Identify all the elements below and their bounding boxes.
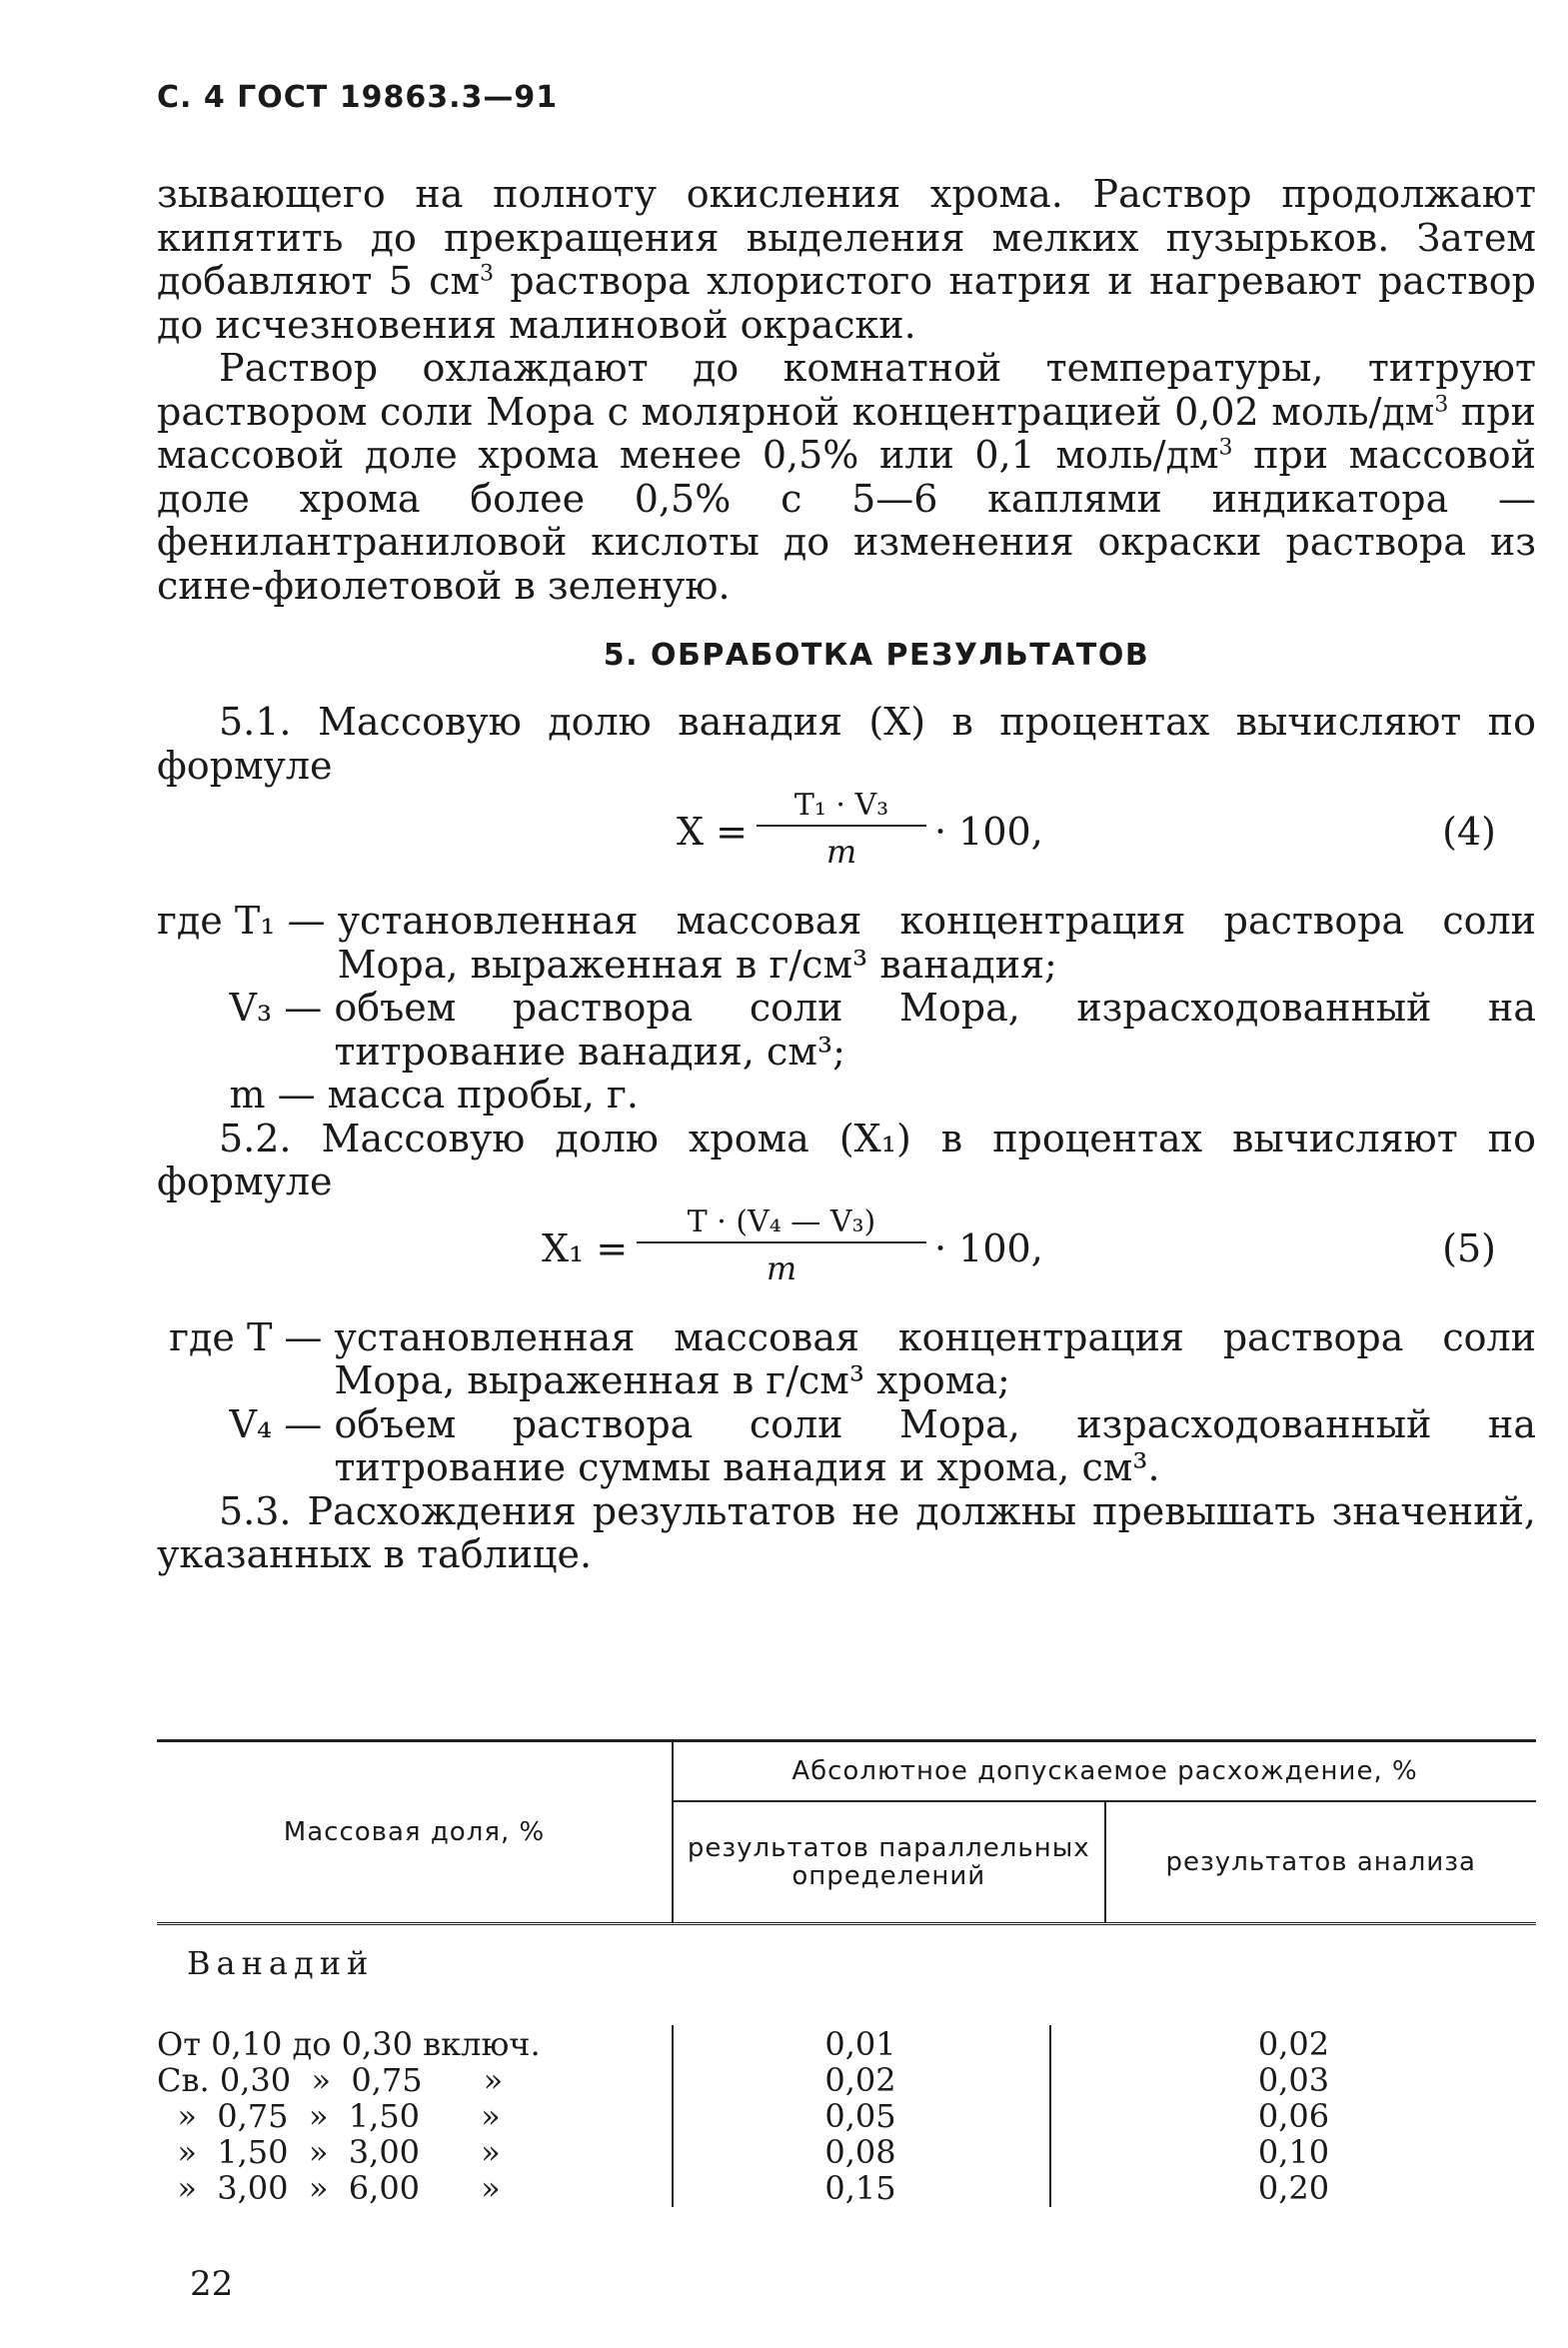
formula-5-bar: [637, 1241, 926, 1243]
formula-5-rhs: · 100,: [934, 1225, 1043, 1270]
definition-row: [157, 1074, 1536, 1118]
table-row: [157, 2025, 1536, 2061]
table-row: [157, 2097, 1536, 2133]
formula-4-lhs: X =: [677, 810, 748, 854]
p2-part-c: при массовой доле хрома более 0,5% с 5—6 каплями индикатора — фенилантраниловой кислоты до изменения окраски раствора из сине-фиолетовой в зеленую.: [157, 433, 1536, 608]
cell-parallel: 0,08: [824, 2133, 896, 2171]
group-label-vanadium: Ванадий: [187, 1944, 375, 1982]
def-text: установленная массовая концентрация раствора соли Мора, выраженная в г/см³ ванадия;: [337, 899, 1536, 987]
document-page: [157, 80, 1536, 1577]
def-term: где T₁ —: [157, 899, 338, 943]
header-tolerance-group: [672, 1742, 1536, 1922]
cell-parallel: 0,15: [824, 2169, 896, 2207]
definition-row: [157, 987, 1536, 1074]
definitions-4: [157, 900, 1536, 1118]
p1-superscript: 3: [480, 261, 494, 287]
definition-row: [157, 1316, 1536, 1403]
cell-parallel: 0,02: [824, 2061, 896, 2099]
formula-5-lhs: X₁ =: [542, 1225, 629, 1270]
formula-5-denominator: m: [766, 1248, 797, 1287]
formula-5-number: (5): [1442, 1225, 1496, 1270]
p1-tail: раствора хлористого натрия и нагревают раствор до исчезновения малиновой окраски.: [157, 259, 1536, 347]
cell-range: » 1,50 » 3,00 »: [157, 2133, 501, 2171]
def-text: установленная массовая концентрация раствора соли Мора, выраженная в г/см³ хрома;: [334, 1314, 1536, 1402]
header-group-title: Абсолютное допускаемое расхождение, %: [674, 1742, 1536, 1802]
cell-parallel: 0,01: [824, 2025, 896, 2063]
def-term: V₄ —: [157, 1401, 335, 1446]
formula-4-fraction: [757, 788, 926, 871]
cell-analysis: 0,10: [1257, 2133, 1330, 2171]
page-header: С. 4 ГОСТ 19863.3—91: [157, 80, 559, 115]
formula-4: [157, 788, 1536, 900]
cell-analysis: 0,06: [1257, 2097, 1330, 2135]
paragraph-continuation: [157, 173, 1536, 347]
cell-parallel: 0,05: [824, 2097, 896, 2135]
formula-4-rhs: · 100,: [934, 810, 1043, 854]
formula-4-bar: [757, 825, 926, 827]
def-text: объем раствора соли Мора, израсходованный на титрование ванадия, см³;: [334, 986, 1536, 1074]
def-term: где T —: [157, 1314, 335, 1359]
table-header: [157, 1742, 1536, 1922]
def-term: V₃ —: [157, 986, 335, 1030]
clause-5-1: 5.1. Массовую долю ванадия (X) в процентах вычисляют по формуле: [157, 700, 1536, 788]
table-row: [157, 2133, 1536, 2169]
p1-text: зывающего на полноту окисления хрома. Раствор продолжают кипятить до прекращения выделения мелких пузырьков. Затем добавляют 5 см: [157, 172, 1536, 303]
cell-range: » 3,00 » 6,00 »: [157, 2169, 501, 2207]
definition-row: [157, 1403, 1536, 1490]
table-row: [157, 2061, 1536, 2097]
formula-5: [157, 1204, 1536, 1316]
cell-analysis: 0,03: [1257, 2061, 1330, 2099]
p2-part-a: Раствор охлаждают до комнатной температуры, титруют раствором соли Мора с молярной концентрацией 0,02 моль/дм: [157, 346, 1536, 434]
header-analysis: результатов анализа: [1104, 1802, 1537, 1922]
clause-5-3: 5.3. Расхождения результатов не должны превышать значений, указанных в таблице.: [157, 1488, 1536, 1576]
clause-5-2: 5.2. Массовую долю хрома (X₁) в процентах вычисляют по формуле: [157, 1116, 1536, 1203]
def-term: m —: [157, 1073, 328, 1117]
table-row: [157, 2169, 1536, 2205]
section-title: 5. ОБРАБОТКА РЕЗУЛЬТАТОВ: [603, 638, 1150, 673]
cell-analysis: 0,02: [1257, 2025, 1330, 2063]
definitions-5: [157, 1316, 1536, 1490]
cell-range: От 0,10 до 0,30 включ.: [157, 2025, 541, 2063]
table-header-rule: [157, 1922, 1536, 1930]
table-body: [157, 1930, 1536, 2210]
formula-4-denominator: m: [825, 833, 857, 871]
formula-5-numerator: T · (V₄ — V₃): [687, 1203, 876, 1239]
tolerance-table: [157, 1739, 1536, 2210]
p2-sup-b: 3: [1218, 435, 1233, 461]
header-mass-fraction: Массовая доля, %: [283, 1817, 546, 1847]
paragraph-titration: [157, 347, 1536, 608]
formula-4-number: (4): [1442, 810, 1496, 854]
header-subcolumns: [674, 1802, 1536, 1922]
def-text: масса пробы, г.: [327, 1073, 639, 1117]
cell-range: » 0,75 » 1,50 »: [157, 2097, 501, 2135]
p2-part-b: при массовой доле хрома менее 0,5% или 0,1 моль/дм: [157, 389, 1537, 477]
p2-sup-a: 3: [1434, 391, 1449, 417]
cell-range: Св. 0,30 » 0,75 »: [157, 2061, 504, 2099]
page-number: 22: [190, 2264, 234, 2304]
formula-5-fraction: [637, 1204, 926, 1287]
header-parallel: результатов параллельных определений: [687, 1833, 1090, 1891]
def-text: объем раствора соли Мора, израсходованный на титрование суммы ванадия и хрома, см³.: [334, 1401, 1536, 1489]
formula-4-numerator: T₁ · V₃: [793, 788, 889, 823]
cell-analysis: 0,20: [1257, 2169, 1330, 2207]
definition-row: [157, 900, 1536, 987]
